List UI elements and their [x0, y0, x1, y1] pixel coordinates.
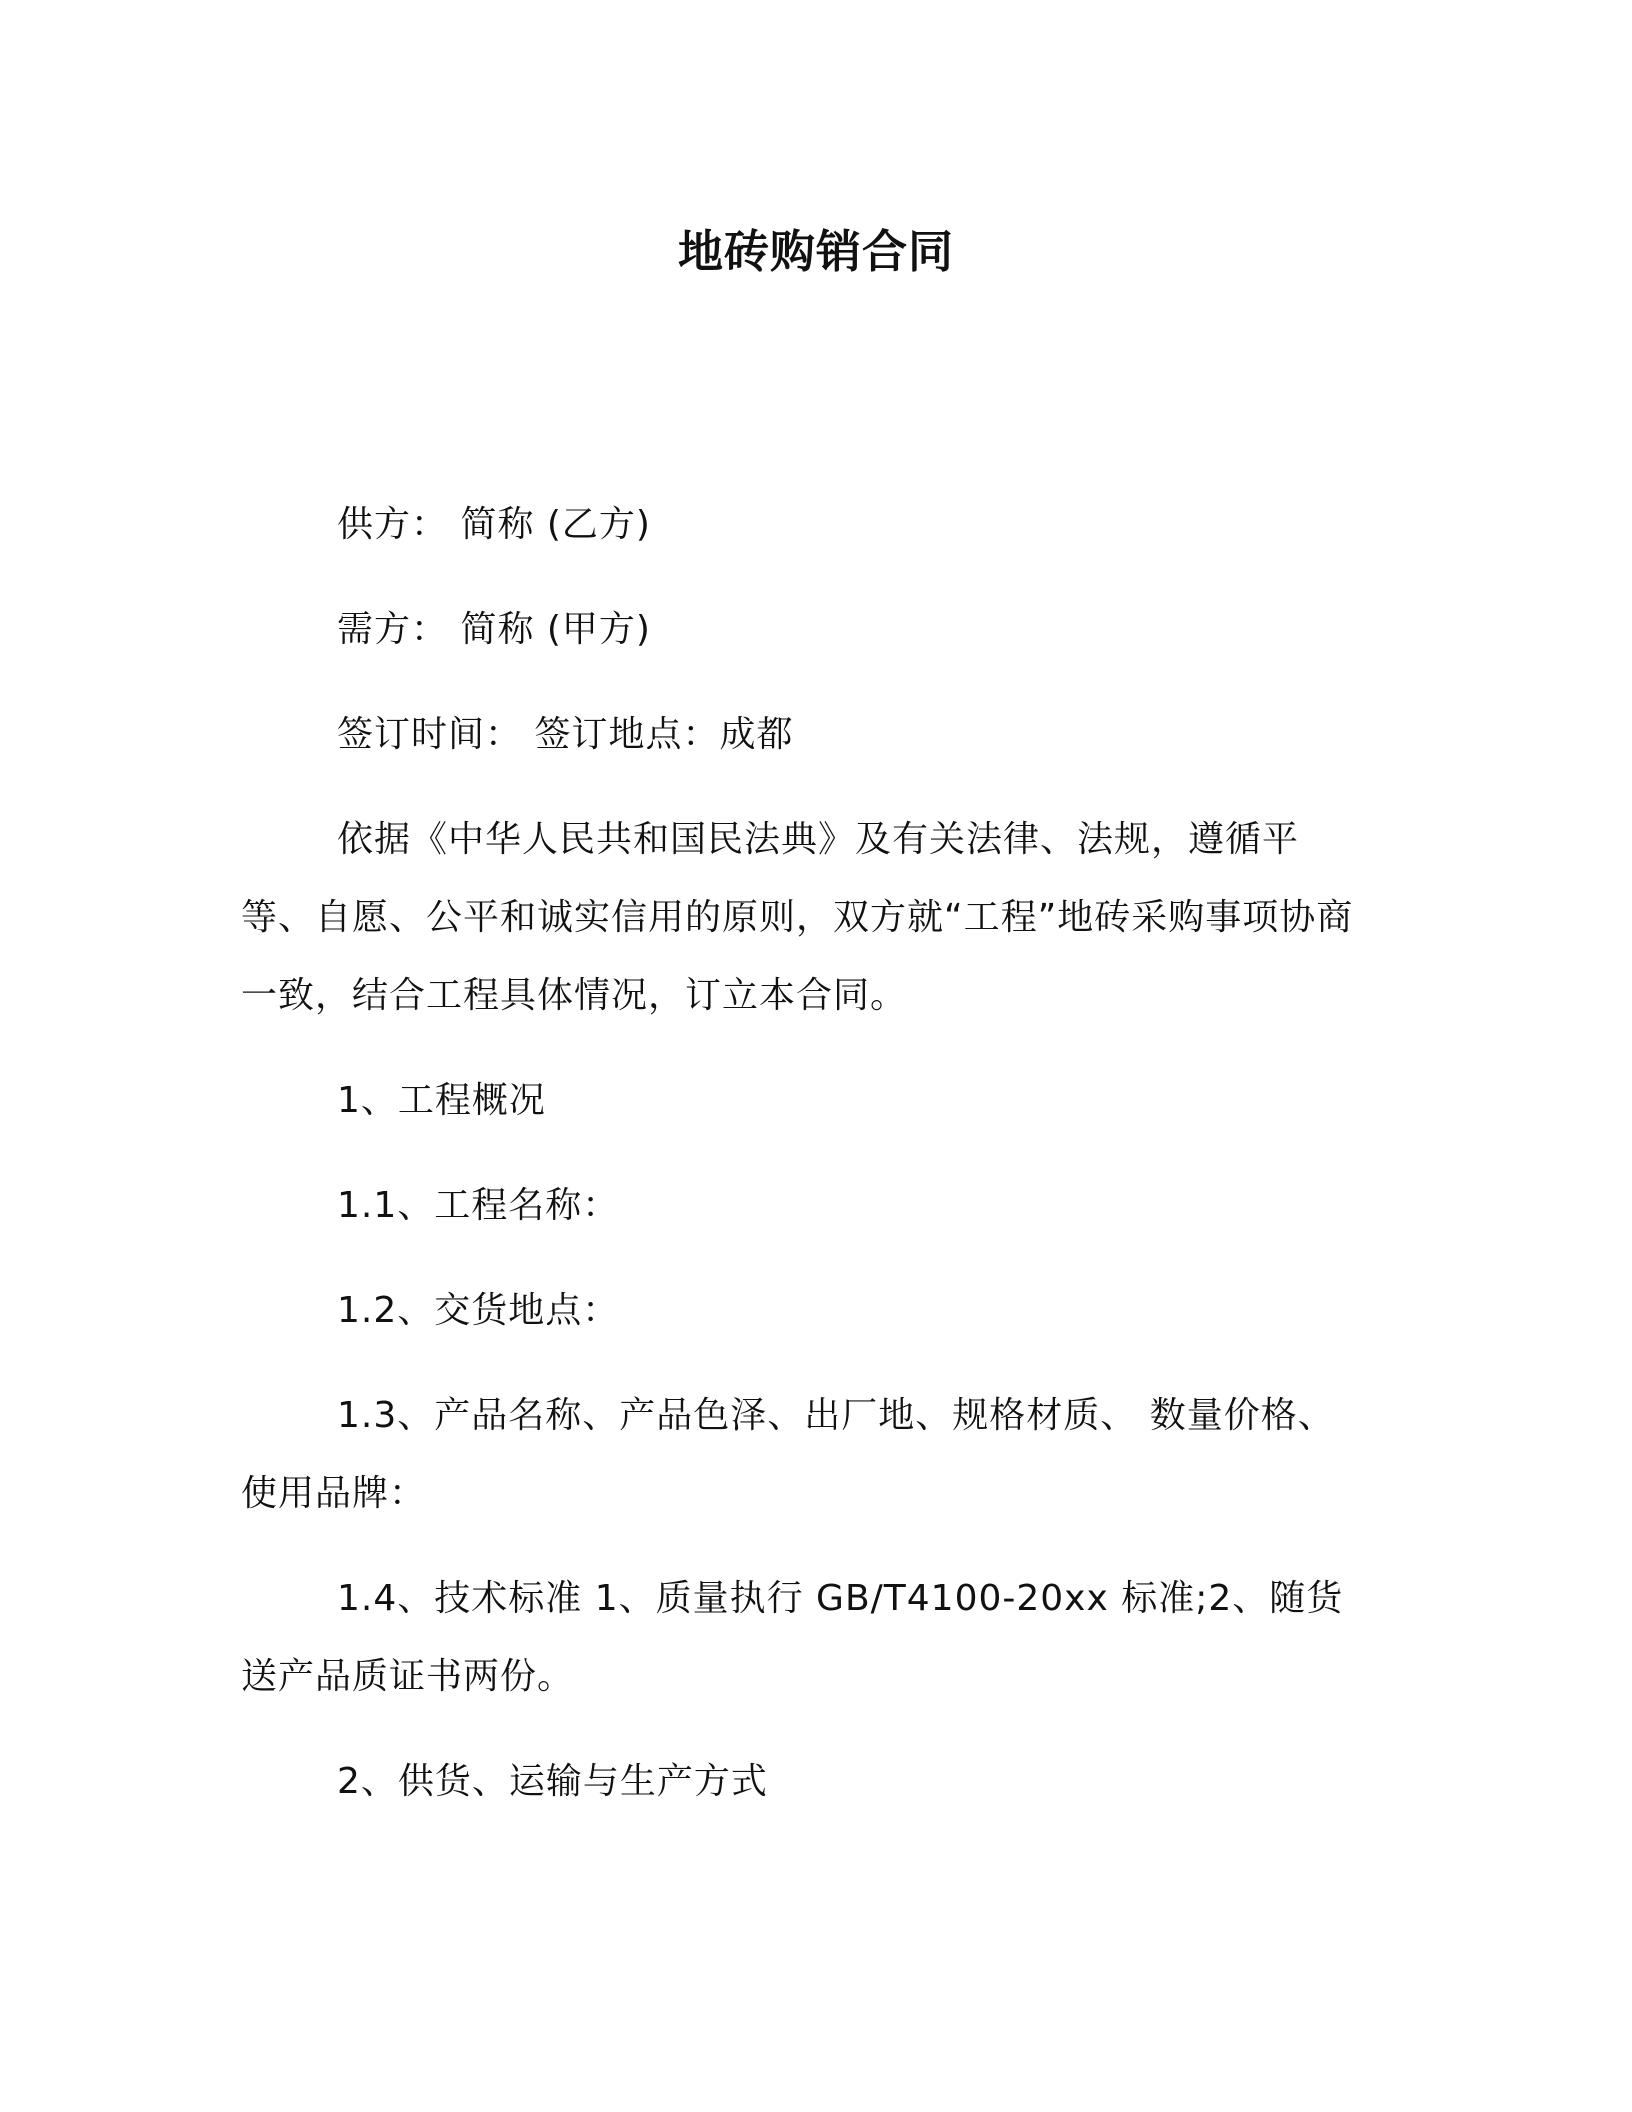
signing-line: 签订时间： 签订地点：成都: [337, 714, 794, 755]
clause-1-3: 1.3、产品名称、产品色泽、出厂地、规格材质、 数量价格、使用品牌：: [241, 1395, 1335, 1514]
document-body: [241, 0, 1365, 2112]
section-2-heading: 2、供货、运输与生产方式: [337, 1761, 768, 1802]
buyer-line: 需方： 简称 (甲方): [337, 609, 651, 650]
section-1-heading: 1、工程概况: [337, 1080, 546, 1121]
clause-1-1: 1.1、工程名称：: [337, 1185, 620, 1226]
clause-1-2: 1.2、交货地点：: [337, 1290, 620, 1331]
preamble-paragraph: 依据《中华人民共和国民法典》及有关法律、法规，遵循平等、自愿、公平和诚实信用的原则，双方就“工程”地砖采购事项协商一致，结合工程具体情况，订立本合同。: [241, 819, 1354, 1016]
document-title: 地砖购销合同: [677, 225, 954, 278]
clause-1-4: 1.4、技术标准 1、质量执行 GB/T4100-20xx 标准;2、随货送产品质证书两份。: [241, 1578, 1344, 1697]
supplier-line: 供方： 简称 (乙方): [337, 504, 651, 545]
